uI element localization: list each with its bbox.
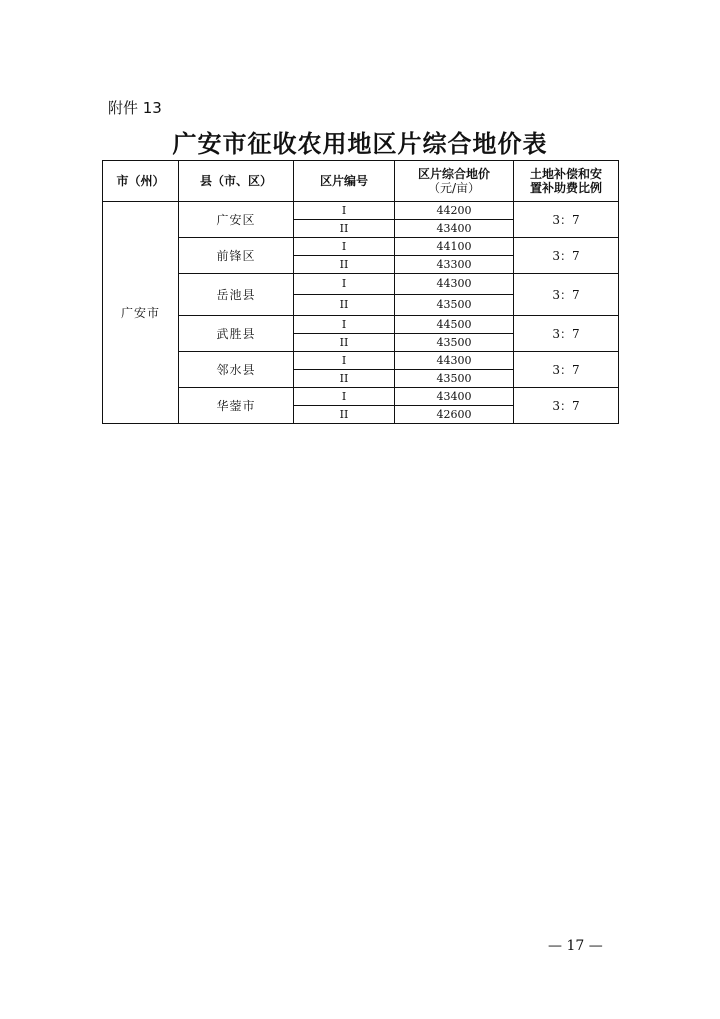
county-cell: 前锋区: [179, 238, 294, 274]
header-ratio: [514, 161, 619, 202]
price-cell: 43400: [395, 220, 514, 238]
ratio-cell: 3：7: [514, 352, 619, 388]
table-header-row: [103, 161, 619, 202]
ratio-cell: 3：7: [514, 202, 619, 238]
header-price-line1: 区片综合地价: [417, 167, 490, 181]
price-cell: 44500: [395, 316, 514, 334]
county-cell: 华蓥市: [179, 388, 294, 424]
price-cell: 43500: [395, 370, 514, 388]
price-cell: 43500: [395, 295, 514, 316]
attachment-label: 附件 13: [108, 99, 162, 117]
zone-no-cell: I: [294, 274, 395, 295]
header-ratio-line1: 土地补偿和安: [529, 167, 602, 181]
price-cell: 44300: [395, 274, 514, 295]
price-cell: 42600: [395, 406, 514, 424]
price-cell: 43500: [395, 334, 514, 352]
table-row: [103, 274, 619, 295]
ratio-cell: 3：7: [514, 388, 619, 424]
header-price-line2: （元/亩）: [427, 181, 481, 195]
page-number: — 17 —: [548, 938, 603, 954]
header-ratio-line2: 置补助费比例: [529, 181, 602, 195]
zone-no-cell: II: [294, 220, 395, 238]
price-cell: 44300: [395, 352, 514, 370]
zone-no-cell: II: [294, 295, 395, 316]
table-row: [103, 352, 619, 370]
county-cell: 武胜县: [179, 316, 294, 352]
price-cell: 43300: [395, 256, 514, 274]
header-city: 市（州）: [103, 161, 179, 202]
zone-no-cell: II: [294, 370, 395, 388]
ratio-cell: 3：7: [514, 316, 619, 352]
zone-no-cell: I: [294, 352, 395, 370]
header-zone-no: 区片编号: [294, 161, 395, 202]
table-row: [103, 316, 619, 334]
table-row: [103, 202, 619, 220]
zone-no-cell: I: [294, 202, 395, 220]
county-cell: 广安区: [179, 202, 294, 238]
table-row: [103, 388, 619, 406]
header-price: [395, 161, 514, 202]
price-cell: 43400: [395, 388, 514, 406]
header-county: 县（市、区）: [179, 161, 294, 202]
county-cell: 岳池县: [179, 274, 294, 316]
document-title: 广安市征收农用地区片综合地价表: [172, 129, 548, 158]
city-cell: 广安市: [103, 202, 179, 424]
land-price-table: [102, 160, 619, 424]
ratio-cell: 3：7: [514, 238, 619, 274]
zone-no-cell: II: [294, 334, 395, 352]
county-cell: 邻水县: [179, 352, 294, 388]
zone-no-cell: I: [294, 388, 395, 406]
table-row: [103, 238, 619, 256]
zone-no-cell: I: [294, 238, 395, 256]
zone-no-cell: II: [294, 406, 395, 424]
ratio-cell: 3：7: [514, 274, 619, 316]
price-cell: 44200: [395, 202, 514, 220]
price-cell: 44100: [395, 238, 514, 256]
zone-no-cell: II: [294, 256, 395, 274]
zone-no-cell: I: [294, 316, 395, 334]
